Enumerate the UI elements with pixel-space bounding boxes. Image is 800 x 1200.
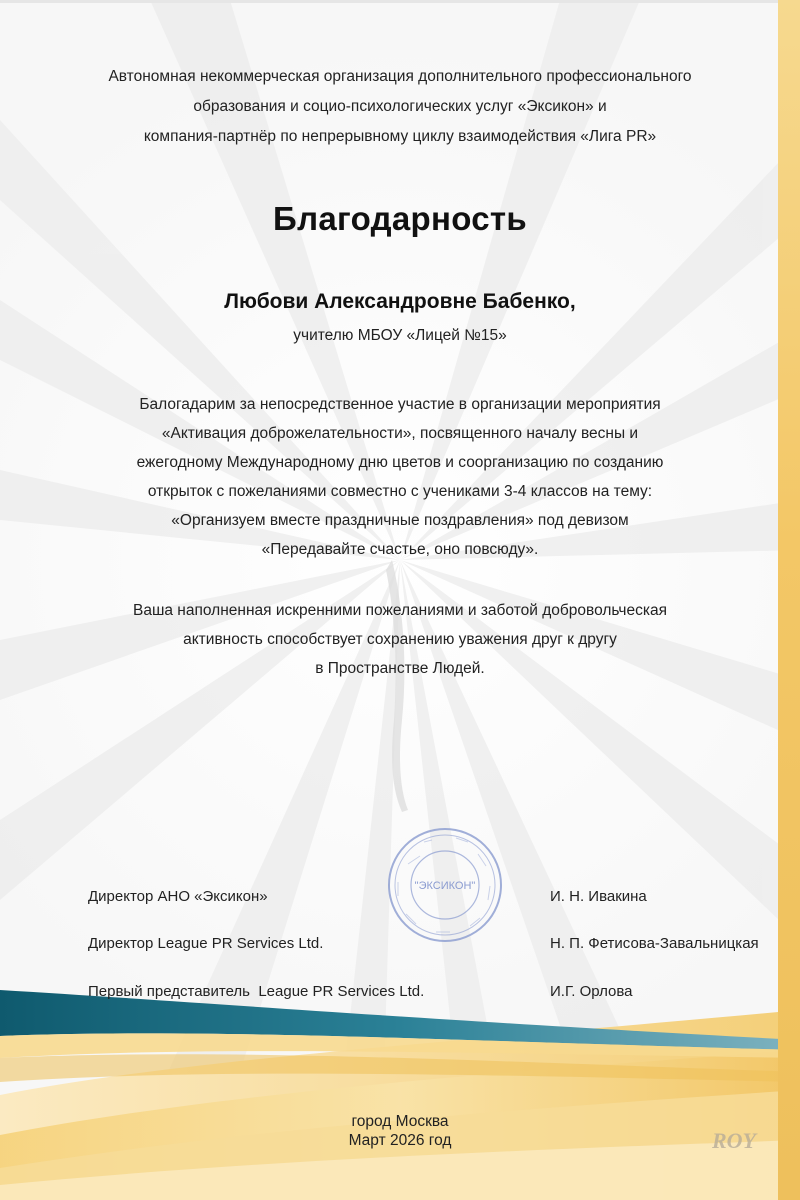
body-line: Ваша наполненная искренними пожеланиями и заботой добровольческая [132,602,668,619]
body-line: в Пространстве Людей. [315,660,485,677]
org-line: Автономная некоммерческая организация дополнительного профессионального [108,68,692,85]
org-line: компания-партнёр по непрерывному циклу взаимодействия «Лига PR» [143,128,657,145]
signature-person: Н. П. Фетисова-Завальницкая [550,935,759,952]
body-paragraph-1 [0,390,800,564]
footer-date: Март 2026 год [348,1132,452,1149]
official-stamp [386,826,504,944]
roy-logo-text: ROY [712,1128,756,1153]
body-line: открыток с пожеланиями совместно с учениками 3-4 классов на тему: [147,483,653,500]
signature-role: Директор АНО «Эксикон» [88,888,268,905]
stamp-text: "ЭКСИКОН" [414,880,476,892]
footer-city: город Москва [351,1113,449,1130]
roy-logo [706,1120,762,1160]
body-line: «Активация доброжелательности», посвященного началу весны и [161,425,639,442]
top-edge-line [0,0,800,3]
body-line: «Организуем вместе праздничные поздравления» под девизом [171,512,629,529]
signature-role: Первый представитель League PR Services Ltd. [88,983,425,1000]
signature-person: И.Г. Орлова [550,983,633,1000]
bottom-waves [0,990,800,1200]
recipient-role: учителю МБОУ «Лицей №15» [293,327,507,344]
document-title: Благодарность [273,200,527,237]
body-line: ежегодному Международному дню цветов и соорганизацию по созданию [136,454,664,471]
signature-person: И. Н. Ивакина [550,888,647,905]
signature-row [88,983,778,1007]
footer [0,1112,800,1150]
body-paragraph-2 [0,596,800,683]
body-line: Балогадарим за непосредственное участие в организации мероприятия [139,396,661,413]
signature-role: Директор League PR Services Ltd. [88,935,324,952]
signature-row [88,935,778,959]
organization-header [0,62,800,152]
body-line: активность способствует сохранению уважения друг к другу [183,631,617,648]
recipient-name: Любови Александровне Бабенко, [224,290,576,313]
org-line: образования и социо-психологических услуг «Эксикон» и [193,98,607,115]
signature-row [88,888,778,912]
body-line: «Передавайте счастье, оно повсюду». [261,541,539,558]
